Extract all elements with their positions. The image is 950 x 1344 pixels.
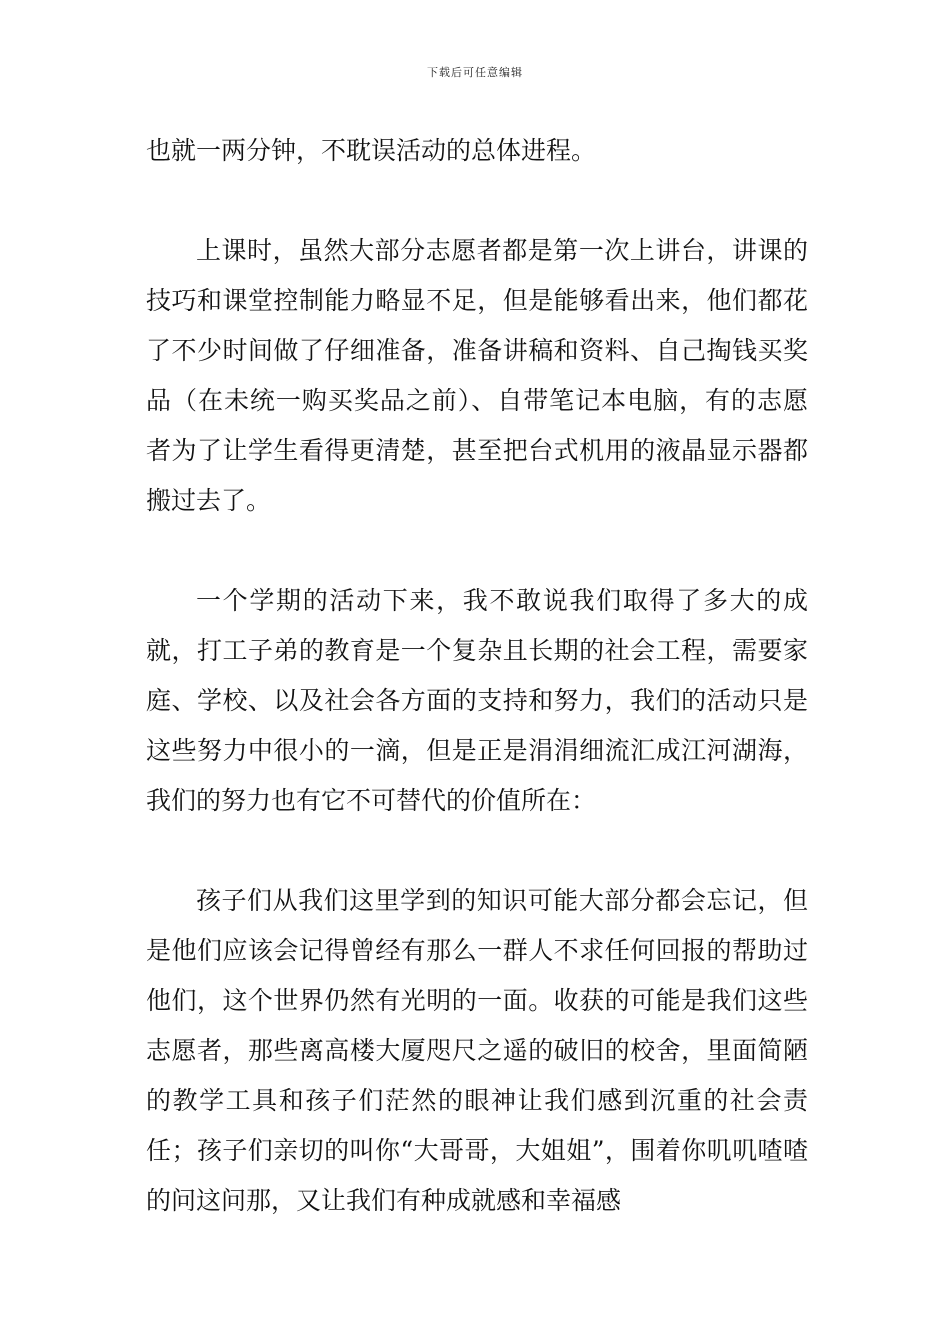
paragraph-spacer <box>146 826 808 876</box>
paragraph-1: 也就一两分钟，不耽误活动的总体进程。 <box>146 136 597 165</box>
paragraph-spacer <box>146 526 808 576</box>
paragraph-4: 孩子们从我们这里学到的知识可能大部分都会忘记，但是他们应该会记得曾经有那么一群人不求任何回报的帮助过他们，这个世界仍然有光明的一面。收获的可能是我们这些志愿者，那些离高楼大厦咫尺之遥的破旧的校舍，里面简陋的教学工具和孩子们茫然的眼神让我们感到沉重的社会责任；孩子们亲切的叫你“大哥哥，大姐姐”，围着你叽叽喳喳的问这问那，又让我们有种成就感和幸福感 <box>146 886 808 1215</box>
paragraph-2: 上课时，虽然大部分志愿者都是第一次上讲台，讲课的技巧和课堂控制能力略显不足，但是能够看出来，他们都花了不少时间做了仔细准备，准备讲稿和资料、自己掏钱买奖品（在未统一购买奖品之前）、自带笔记本电脑，有的志愿者为了让学生看得更清楚，甚至把台式机用的液晶显示器都搬过去了。 <box>146 236 808 515</box>
paragraph-3: 一个学期的活动下来，我不敢说我们取得了多大的成就，打工子弟的教育是一个复杂且长期的社会工程，需要家庭、学校、以及社会各方面的支持和努力，我们的活动只是这些努力中很小的一滴，但是正是涓涓细流汇成江河湖海，我们的努力也有它不可替代的价值所在： <box>146 586 808 815</box>
paragraph-spacer <box>146 176 808 226</box>
document-body <box>146 126 808 1226</box>
page-header: 下载后可任意编辑 <box>427 66 523 79</box>
